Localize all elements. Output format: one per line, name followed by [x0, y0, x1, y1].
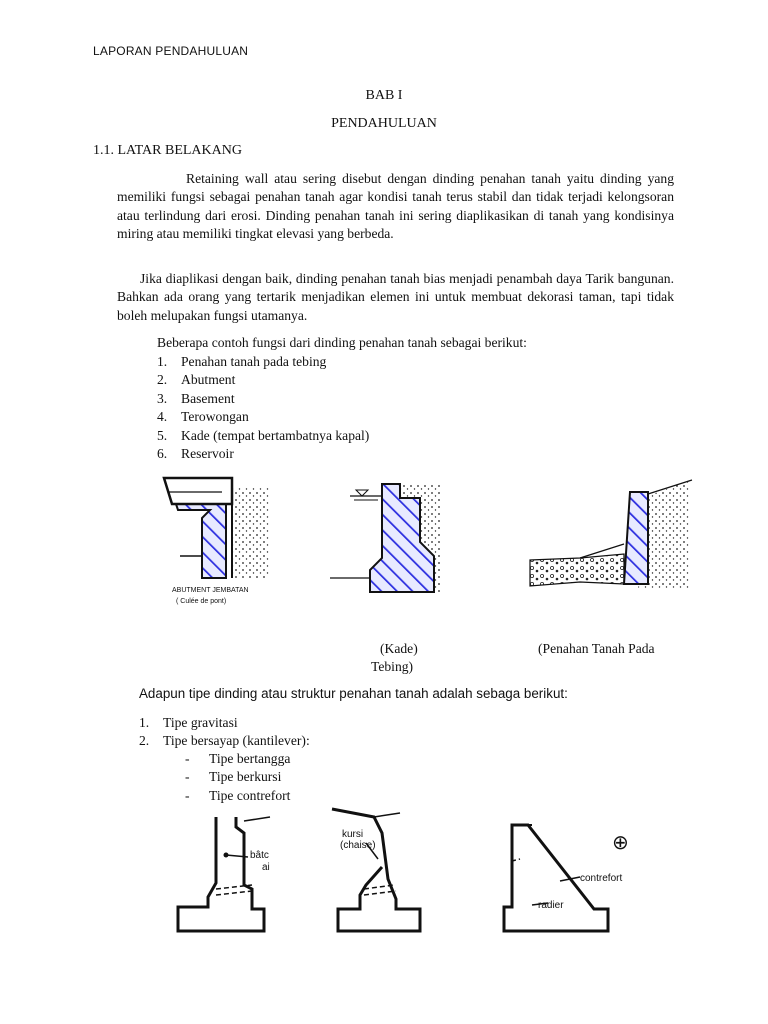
tebing-sketch [530, 480, 692, 590]
chapter-label: BAB I [365, 88, 403, 103]
figure-retaining-wall-examples [150, 470, 710, 630]
list-item: 3. Basement [157, 390, 235, 406]
kade-sketch [330, 484, 440, 592]
types-list [139, 714, 310, 751]
chaise-label: (chaise) [340, 840, 376, 851]
list-item: - Tipe berkursi [185, 769, 282, 785]
list-item: 1. Tipe gravitasi [139, 715, 238, 730]
paragraph-2: Jika diaplikasi dengan baik, dinding penahan tanah bias menjadi penambah daya Tarik bangunan. Bahkan ada orang yang tertarik menjadikan elemen ini untuk membuat dekorasi taman, tapi tidak boleh melupakan fungsi utamanya. [117, 271, 674, 323]
list-item: 6. Reservoir [157, 446, 234, 462]
radier-label: radier [538, 900, 564, 911]
chapter-title: PENDAHULUAN [331, 116, 437, 131]
ai-label: ai [262, 862, 270, 873]
figure-wall-types [160, 805, 640, 940]
caption-tebing-line2: Tebing) [371, 659, 414, 674]
culee-label: ( Culée de pont) [176, 598, 227, 605]
list-item: - Tipe bertangga [185, 751, 291, 766]
batc-label: bâtc [250, 850, 269, 861]
abutment-sketch [164, 478, 270, 605]
types-sublist [185, 750, 290, 805]
list-item: 2. Tipe bersayap (kantilever): [139, 733, 310, 749]
running-header: LAPORAN PENDAHULUAN [93, 44, 249, 58]
paragraph-1: Retaining wall atau sering disebut dengan dinding penahan tanah yaitu dinding yang memiliki fungsi sebagai penahan tanah agar kondisi tanah terus stabil dan tidak terjadi kelongsoran atau terlindung dari erosi. Dinding penahan tanah ini sering diaplikasikan di tanah yang kondisinya miring atau memiliki tingkat elevasi yang berbeda. [117, 171, 674, 241]
berkursi-sketch [332, 809, 420, 931]
list-item: 5. Kade (tempat bertambatnya kapal) [157, 427, 370, 443]
list-item: - Tipe contrefort [185, 787, 291, 803]
types-intro: Adapun tipe dinding atau struktur penahan tanah adalah sebaga berikut: [139, 686, 568, 701]
kursi-label: kursi [342, 829, 364, 840]
functions-list [157, 353, 369, 463]
caption-tebing-line1: (Penahan Tanah Pada [538, 641, 655, 656]
north-symbol-icon: ⊕ [612, 832, 629, 854]
contrefort-label: contrefort [580, 873, 623, 884]
list-item: 4. Terowongan [157, 409, 249, 425]
caption-kade: (Kade) [380, 641, 418, 656]
list-item: 2. Abutment [157, 372, 236, 388]
section-heading: 1.1. LATAR BELAKANG [93, 143, 242, 158]
abutment-label: ABUTMENT JEMBATAN [172, 587, 249, 594]
list-item: 1. Penahan tanah pada tebing [157, 354, 327, 369]
bertangga-sketch [178, 817, 270, 931]
functions-intro: Beberapa contoh fungsi dari dinding penahan tanah sebagai berikut: [157, 335, 527, 350]
